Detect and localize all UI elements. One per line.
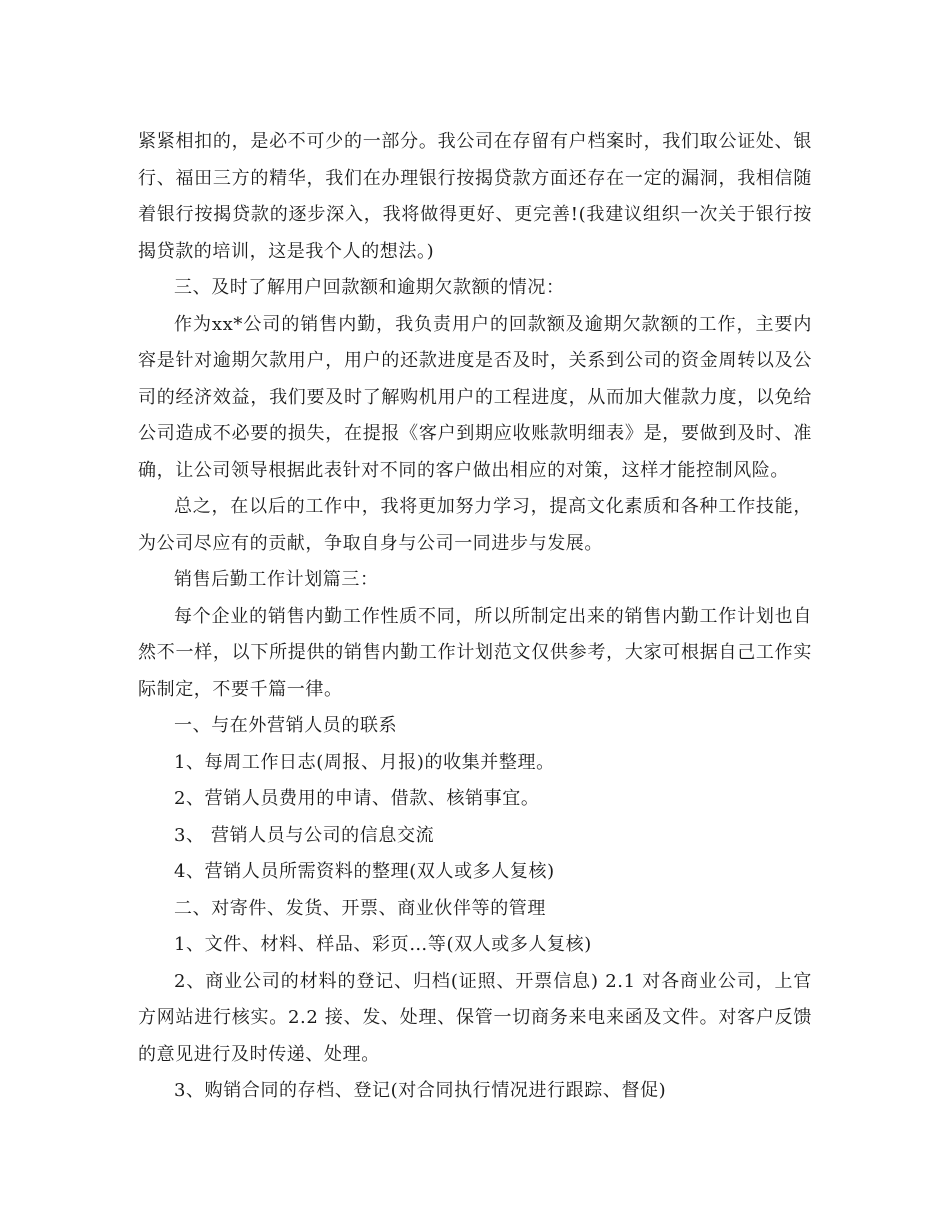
document-body [138, 124, 812, 1110]
section-heading: 一、与在外营销人员的联系 [174, 715, 398, 736]
list-item: 1、文件、材料、样品、彩页…等(双人或多人复核) [174, 934, 592, 955]
list-item: 1、每周工作日志(周报、月报)的收集并整理。 [174, 751, 555, 773]
section-heading: 销售后勤工作计划篇三： [174, 569, 379, 590]
paragraph: 总之，在以后的工作中，我将更加努力学习，提高文化素质和各种工作技能，为公司尽应有的贡献，争取自身与公司一同进步与发展。 [138, 496, 812, 554]
list-item: 2、商业公司的材料的登记、归档(证照、开票信息) 2.1 对各商业公司，上官方网站进行核实。2.2 接、发、处理、保管一切商务来电来函及文件。对客户反馈的意见进行及时传递、处理。 [138, 970, 812, 1065]
list-item: 4、营销人员所需资料的整理(双人或多人复核) [174, 861, 555, 882]
section-heading: 三、及时了解用户回款额和逾期欠款额的情况： [174, 277, 565, 298]
section-heading: 二、对寄件、发货、开票、商业伙伴等的管理 [174, 897, 546, 919]
paragraph: 紧紧相扣的，是必不可少的一部分。我公司在存留有户档案时，我们取公证处、银行、福田三方的精华，我们在办理银行按揭贷款方面还存在一定的漏洞，我相信随着银行按揭贷款的逐步深入，我将做得更好、更完善!(我建议组织一次关于银行按揭贷款的培训，这是我个人的想法。) [138, 131, 812, 262]
paragraph: 每个企业的销售内勤工作性质不同，所以所制定出来的销售内勤工作计划也自然不一样，以下所提供的销售内勤工作计划范文仅供参考，大家可根据自己工作实际制定，不要千篇一律。 [138, 605, 812, 700]
list-item: 3、 营销人员与公司的信息交流 [174, 824, 435, 846]
list-item: 3、购销合同的存档、登记(对合同执行情况进行跟踪、督促) [174, 1080, 667, 1101]
list-item: 2、营销人员费用的申请、借款、核销事宜。 [174, 788, 540, 809]
paragraph: 作为xx*公司的销售内勤，我负责用户的回款额及逾期欠款额的工作，主要内容是针对逾期欠款用户，用户的还款进度是否及时，关系到公司的资金周转以及公司的经济效益，我们要及时了解购机用户的工程进度，从而加大催款力度，以免给公司造成不必要的损失，在提报《客户到期应收账款明细表》是，要做到及时、准确，让公司领导根据此表针对不同的客户做出相应的对策，这样才能控制风险。 [138, 313, 812, 481]
